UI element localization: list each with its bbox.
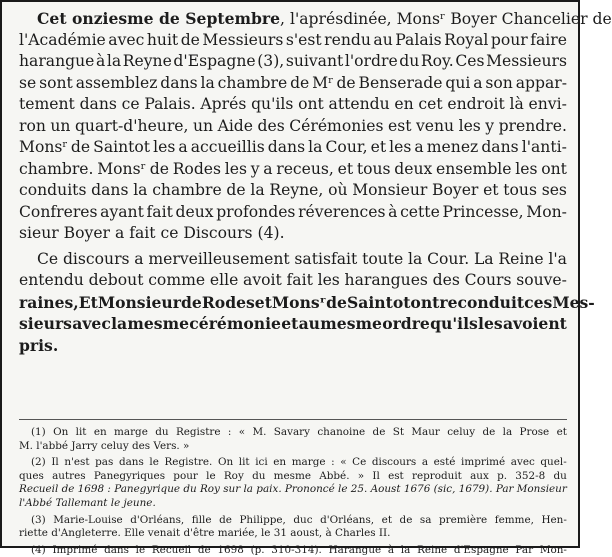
- bold-lead: Cet onziesme de Septembre: [37, 9, 281, 28]
- text-line: chambre. Monsʳ de Rodes les y a receus, et tous deux ensemble les ont: [19, 159, 567, 178]
- text-line: tement dans ce Palais. Aprés qu'ils ont attendu en cet endroit là envi-: [19, 95, 567, 113]
- text-line: entendu debout comme elle avoit fait les harangues des Cours souve-: [19, 271, 567, 289]
- text-line: l'Académie avec huit de Messieurs s'est rendu au Palais Royal pour faire: [19, 30, 567, 49]
- text-line: harangue à la Reyne d'Espagne (3), suivant l'ordre du Roy. Ces Messieurs: [19, 52, 567, 70]
- text-line: Confreres ayant fait deux profondes réverences à cette Princesse, Mon-: [19, 202, 567, 221]
- footnote-line: M. l'abbé Jarry celuy des Vers. »: [19, 439, 190, 452]
- footnote-line: (4) Imprimé dans le Recueil de 1698 (p. 310-314). Harangue à la Reine d'Espagne Par Mon-: [31, 543, 567, 556]
- footnote-line: (2) Il n'est pas dans le Registre. On lit ici en marge : « Ce discours a esté imprimé avec quel-: [31, 456, 567, 469]
- text-line: Ce discours a merveilleusement satisfait toute la Cour. La Reine l'a: [37, 249, 567, 268]
- text-line: se sont assemblez dans la chambre de Mʳ de Benserade qui a son appar-: [19, 73, 567, 92]
- text-line: sieurs avec la mesme cérémonie et au mesme ordre qu'ils les avoient: [19, 314, 567, 333]
- main-text: [19, 8, 612, 356]
- text-line: raines, Et Monsieur de Rodes et Monsʳ de Saintot ont reconduit ces Mes-: [19, 292, 595, 312]
- text-line: sieur Boyer a fait ce Discours (4).: [19, 224, 285, 242]
- text-line: ron un quart-d'heure, un Aide des Cérémonies est venu les y prendre.: [19, 116, 567, 135]
- footnote-line: l'Abbé Tallemant le jeune.: [19, 496, 156, 509]
- footnote-line: (1) On lit en marge du Registre : « M. Savary chanoine de St Maur celuy de la Prose et: [31, 426, 567, 438]
- footnote-line: (3) Marie-Louise d'Orléans, fille de Philippe, duc d'Orléans, et de sa première femme, Hen-: [31, 513, 567, 526]
- footnote-line: ques autres Panegyriques pour le Roy du mesme Abbé. » Il est reproduit aux p. 352-8 du: [19, 469, 567, 482]
- text-line: conduits dans la chambre de la Reyne, où Monsieur Boyer et tous ses: [19, 181, 567, 199]
- text-line: Monsʳ de Saintot les a accueillis dans la Cour, et les a menez dans l'anti-: [19, 138, 567, 156]
- text-line: pris.: [19, 335, 59, 355]
- footnote-divider: [19, 419, 567, 420]
- footnote-line: riette d'Angleterre. Elle venait d'être mariée, le 31 aoust, à Charles II.: [19, 527, 391, 540]
- footnote-line: Recueil de 1698 : Panegyrique du Roy sur la paix. Prononcé le 25. Aoust 1676 (sic, 1679). Par Monsieur: [19, 483, 567, 496]
- text-line: Cet onziesme de Septembre, l'aprésdinée, Monsʳ Boyer Chancelier de: [37, 9, 612, 28]
- footnotes: [19, 426, 567, 557]
